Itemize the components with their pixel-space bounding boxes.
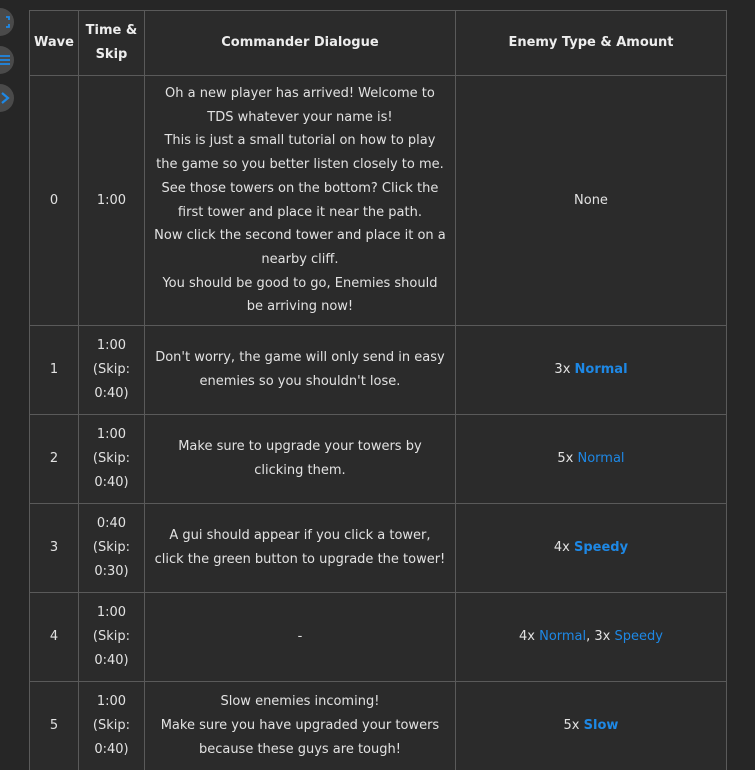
time-value: 1:00 [96, 338, 127, 354]
wave-time [78, 593, 144, 682]
table-row [30, 326, 727, 415]
enemy-link-speedy[interactable]: Speedy [573, 540, 629, 556]
dialogue-cell [144, 682, 455, 770]
enemy-count: 3x [594, 629, 611, 645]
table-row [30, 593, 727, 682]
header-row [30, 11, 727, 76]
table-row [30, 682, 727, 770]
dialogue-cell [144, 593, 455, 682]
enemy-cell [455, 326, 726, 415]
enemy-cell [455, 415, 726, 504]
dialogue-line: A gui should appear if you click a tower, click the green button to upgrade the tower! [154, 528, 446, 568]
enemy-link-normal[interactable]: Normal [539, 629, 587, 645]
enemy-count: 5x [563, 718, 580, 734]
waves-table [29, 10, 727, 770]
side-button-group [0, 8, 14, 122]
skip-label: (Skip: [92, 451, 130, 467]
wave-time [78, 415, 144, 504]
header-time-skip [78, 11, 144, 76]
dialogue-line: - [297, 629, 303, 645]
wave-number: 4 [30, 593, 79, 682]
header-time-line1: Time & [85, 23, 138, 39]
dialogue-line: See those towers on the bottom? Click the first tower and place it near the path. [161, 180, 439, 220]
enemy-count: 5x [557, 451, 574, 467]
enemy-count: 3x [554, 362, 571, 378]
dialogue-line: Don't worry, the game will only send in easy enemies so you shouldn't lose. [155, 350, 445, 390]
header-time-line2: Skip [95, 47, 128, 62]
enemy-link-slow[interactable]: Slow [583, 718, 619, 734]
skip-label: (Skip: [92, 540, 130, 556]
enemy-cell [455, 593, 726, 682]
table-row [30, 415, 727, 504]
wave-time [78, 504, 144, 593]
time-value: 1:00 [96, 694, 127, 710]
expand-button[interactable] [0, 8, 14, 36]
skip-value: 0:40) [94, 652, 129, 668]
menu-icon [0, 54, 10, 66]
time-value: 1:00 [96, 605, 127, 621]
wave-number: 0 [30, 76, 79, 326]
skip-value: 0:40) [94, 385, 129, 401]
dialogue-cell [144, 415, 455, 504]
enemy-cell [455, 504, 726, 593]
dialogue-cell [144, 76, 455, 326]
dialogue-line: This is just a small tutorial on how to play the game so you better listen closely to me. [156, 133, 444, 173]
time-value: 1:00 [96, 427, 127, 443]
wave-time [78, 682, 144, 770]
skip-label: (Skip: [92, 629, 130, 645]
skip-value: 0:40) [94, 741, 129, 757]
skip-value: 0:40) [94, 474, 129, 490]
menu-button[interactable] [0, 46, 14, 74]
dialogue-line: Now click the second tower and place it on a nearby cliff. [154, 228, 446, 267]
navigate-icon [0, 92, 10, 104]
dialogue-line: Slow enemies incoming! [220, 694, 380, 710]
wave-time [78, 326, 144, 415]
table-row [30, 504, 727, 593]
enemy-count: 4x [553, 540, 570, 556]
skip-label: (Skip: [92, 718, 130, 734]
table-row [30, 76, 727, 326]
enemy-link-speedy[interactable]: Speedy [614, 629, 663, 645]
wave-number: 1 [30, 326, 79, 415]
enemy-cell [455, 682, 726, 770]
header-dialogue: Commander Dialogue [144, 11, 455, 76]
dialogue-line: Make sure to upgrade your towers by clicking them. [178, 439, 422, 479]
dialogue-line: You should be good to go, Enemies should be arriving now! [162, 275, 438, 315]
navigate-button[interactable] [0, 84, 14, 112]
enemy-link-normal[interactable]: Normal [574, 362, 628, 378]
header-enemy: Enemy Type & Amount [455, 11, 726, 76]
dialogue-cell [144, 326, 455, 415]
header-wave: Wave [30, 11, 79, 76]
dialogue-line: Make sure you have upgraded your towers because these guys are tough! [160, 718, 440, 757]
dialogue-cell [144, 504, 455, 593]
wave-number: 2 [30, 415, 79, 504]
skip-value: 0:30) [94, 563, 129, 579]
enemy-separator: , [586, 629, 595, 645]
wave-number: 5 [30, 682, 79, 770]
enemy-cell: None [455, 76, 726, 326]
expand-icon [0, 16, 10, 28]
wave-number: 3 [30, 504, 79, 593]
enemy-link-normal[interactable]: Normal [577, 451, 625, 467]
time-value: 0:40 [96, 516, 127, 532]
enemy-count: 4x [518, 629, 535, 645]
wave-time: 1:00 [78, 76, 144, 326]
dialogue-line: Oh a new player has arrived! Welcome to TDS whatever your name is! [165, 86, 435, 125]
skip-label: (Skip: [92, 362, 130, 378]
